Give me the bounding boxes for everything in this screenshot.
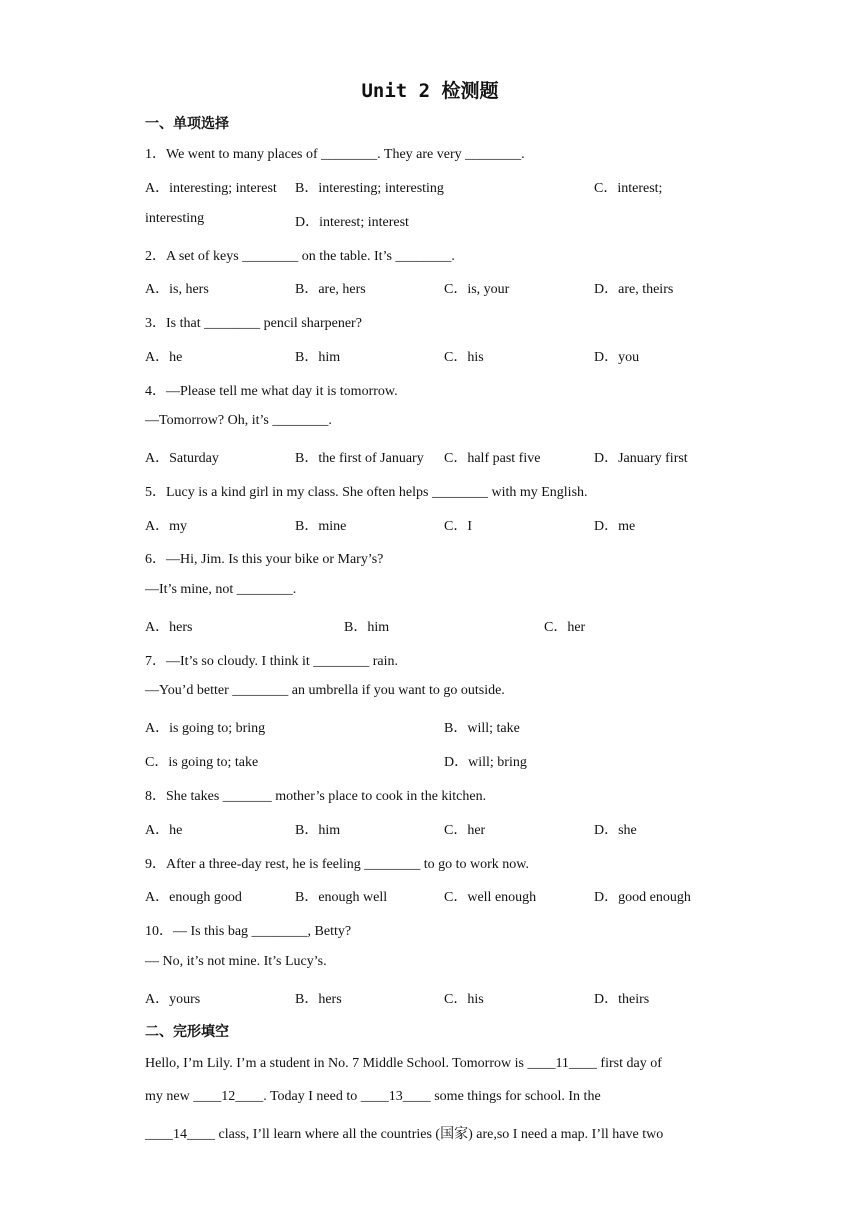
q6-option-b: B．him	[344, 620, 390, 635]
question-7-stem	[145, 650, 398, 670]
q4-option-a: A．Saturday	[145, 451, 219, 466]
cloze-line-1	[145, 1056, 662, 1072]
cloze-text: . Today I need to	[263, 1089, 361, 1104]
cloze-text: first day of	[596, 1056, 662, 1071]
q4-option-d: D．January first	[594, 451, 688, 466]
question-6-stem-reply: —It’s mine, not ________.	[145, 582, 297, 597]
q3-option-c: C．his	[444, 350, 484, 365]
cloze-blank-13: ____13____	[360, 1089, 431, 1104]
q8-option-c: C．her	[444, 823, 486, 838]
q8-option-a: A．he	[145, 823, 183, 838]
cloze-text: class, I’ll learn where all the countries (国家) are,so I need a map. I’ll have two	[215, 1127, 664, 1142]
question-4-stem-reply: —Tomorrow? Oh, it’s ________.	[145, 413, 332, 428]
question-3-stem: 3．Is that ________ pencil sharpener?	[145, 316, 362, 331]
q6-option-c: C．her	[544, 620, 586, 635]
q7-option-a: A．is going to; bring	[145, 721, 266, 736]
q4-option-b: B．the first of January	[295, 451, 424, 466]
cloze-blank-12: ____12____	[193, 1089, 264, 1104]
q1-option-c: C．interest;	[594, 181, 663, 196]
question-7-stem-reply: —You’d better ________ an umbrella if you want to go outside.	[145, 683, 505, 698]
q9-option-a: A．enough good	[145, 890, 242, 905]
q2-option-c: C．is, your	[444, 282, 510, 297]
cloze-line-2	[145, 1089, 601, 1105]
question-10-stem: 10．— Is this bag ________, Betty?	[145, 924, 352, 939]
q7-stem-part-b: rain.	[369, 654, 399, 669]
q8-option-d: D．she	[594, 823, 637, 838]
q6-option-a: A．hers	[145, 620, 193, 635]
q1-option-c-cont: interesting	[145, 211, 205, 226]
q1-option-b: B．interesting; interesting	[295, 181, 444, 196]
q9-option-c: C．well enough	[444, 890, 537, 905]
section-heading-choice: 一、单项选择	[145, 116, 229, 132]
q3-option-b: B．him	[295, 350, 341, 365]
q5-option-a: A．my	[145, 519, 187, 534]
q9-option-b: B．enough well	[295, 890, 388, 905]
q3-option-a: A．he	[145, 350, 183, 365]
cloze-blank-14: ____14____	[145, 1127, 215, 1142]
section-heading-cloze: 二、完形填空	[145, 1024, 229, 1040]
q3-option-d: D．you	[594, 350, 640, 365]
q7-option-d: D．will; bring	[444, 755, 527, 770]
question-8-stem: 8．She takes _______ mother’s place to cook in the kitchen.	[145, 789, 487, 804]
q10-option-d: D．theirs	[594, 992, 650, 1007]
q1-option-d: D．interest; interest	[295, 215, 409, 230]
question-4-stem: 4．—Please tell me what day it is tomorrow.	[145, 384, 398, 399]
question-2-stem: 2．A set of keys ________ on the table. It’s ________.	[145, 249, 455, 264]
question-5-stem: 5．Lucy is a kind girl in my class. She often helps ________ with my English.	[145, 485, 588, 500]
q2-option-d: D．are, theirs	[594, 282, 674, 297]
cloze-text: Hello, I’m Lily. I’m a student in No. 7 Middle School. Tomorrow is	[145, 1056, 528, 1071]
q10-option-a: A．yours	[145, 992, 201, 1007]
cloze-text: some things for school. In the	[430, 1089, 601, 1104]
q5-option-b: B．mine	[295, 519, 347, 534]
q1-option-a: A．interesting; interest	[145, 181, 277, 196]
q7-option-b: B．will; take	[444, 721, 520, 736]
q2-option-a: A．is, hers	[145, 282, 209, 297]
q9-option-d: D．good enough	[594, 890, 691, 905]
question-10-stem-reply: — No, it’s not mine. It’s Lucy’s.	[145, 954, 327, 969]
question-1-stem: 1．We went to many places of ________. They are very ________.	[145, 147, 525, 162]
q7-blank: ________	[313, 654, 370, 669]
q4-option-c: C．half past five	[444, 451, 541, 466]
q7-stem-part-a: 7．—It’s so cloudy. I think it	[145, 654, 314, 669]
q10-option-c: C．his	[444, 992, 484, 1007]
q10-option-b: B．hers	[295, 992, 342, 1007]
q7-option-c: C．is going to; take	[145, 755, 259, 770]
cloze-text: my new	[145, 1089, 194, 1104]
q8-option-b: B．him	[295, 823, 341, 838]
question-9-stem: 9．After a three-day rest, he is feeling ________ to go to work now.	[145, 857, 529, 872]
q5-option-d: D．me	[594, 519, 636, 534]
cloze-blank-11: ____11____	[527, 1056, 597, 1071]
cloze-line-3	[145, 1123, 663, 1143]
question-6-stem: 6．—Hi, Jim. Is this your bike or Mary’s?	[145, 552, 384, 567]
q5-option-c: C．I	[444, 519, 472, 534]
q2-option-b: B．are, hers	[295, 282, 366, 297]
page-title: Unit 2 检测题	[361, 80, 499, 102]
